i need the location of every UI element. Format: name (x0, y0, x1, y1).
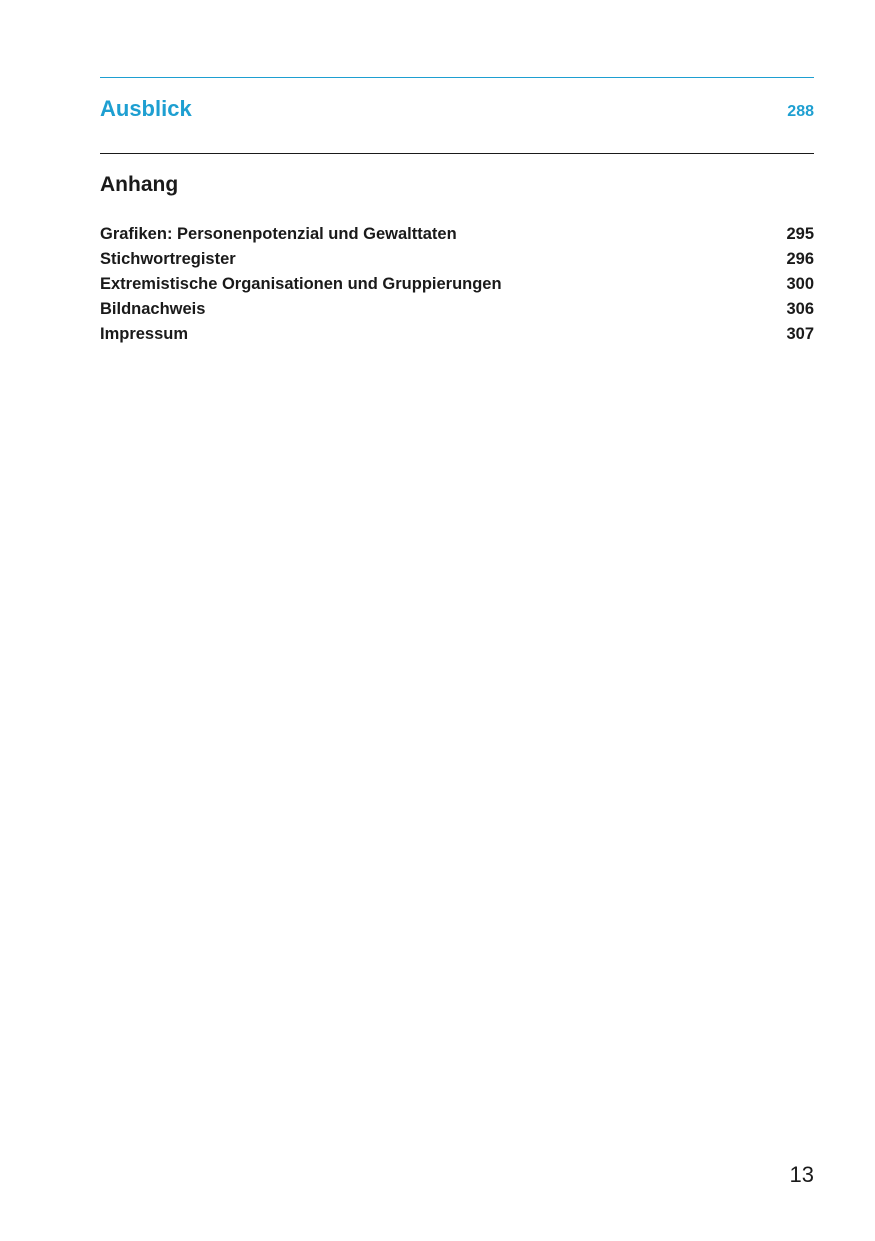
toc-entry-page: 307 (786, 325, 814, 343)
section-divider (100, 77, 814, 78)
toc-entry-page: 300 (786, 275, 814, 293)
page-number: 13 (789, 1162, 814, 1187)
toc-entry-label: Impressum (100, 325, 189, 343)
section-title: Ausblick (100, 96, 192, 121)
toc-entry[interactable] (100, 297, 814, 322)
toc-entry-label: Extremistische Organisationen und Gruppierungen (100, 275, 502, 293)
toc-entry[interactable] (100, 322, 814, 347)
section-title-anhang: Anhang (100, 173, 179, 196)
toc-entry[interactable] (100, 272, 814, 297)
toc-entry-page: 295 (786, 225, 814, 243)
toc-entry[interactable] (100, 222, 814, 247)
section-page-number: 288 (787, 103, 814, 120)
toc-section-ausblick[interactable] (100, 96, 814, 153)
toc-entry-label: Stichwortregister (100, 250, 236, 268)
toc-entry-page: 306 (786, 300, 814, 318)
toc-entry-page: 296 (786, 250, 814, 268)
toc-entry[interactable] (100, 247, 814, 272)
toc-entry-label: Grafiken: Personenpotenzial und Gewalttaten (100, 225, 457, 243)
section-divider (100, 153, 814, 154)
toc-entry-label: Bildnachweis (100, 300, 206, 318)
toc-entry-list (100, 222, 814, 347)
table-of-contents (100, 77, 814, 347)
